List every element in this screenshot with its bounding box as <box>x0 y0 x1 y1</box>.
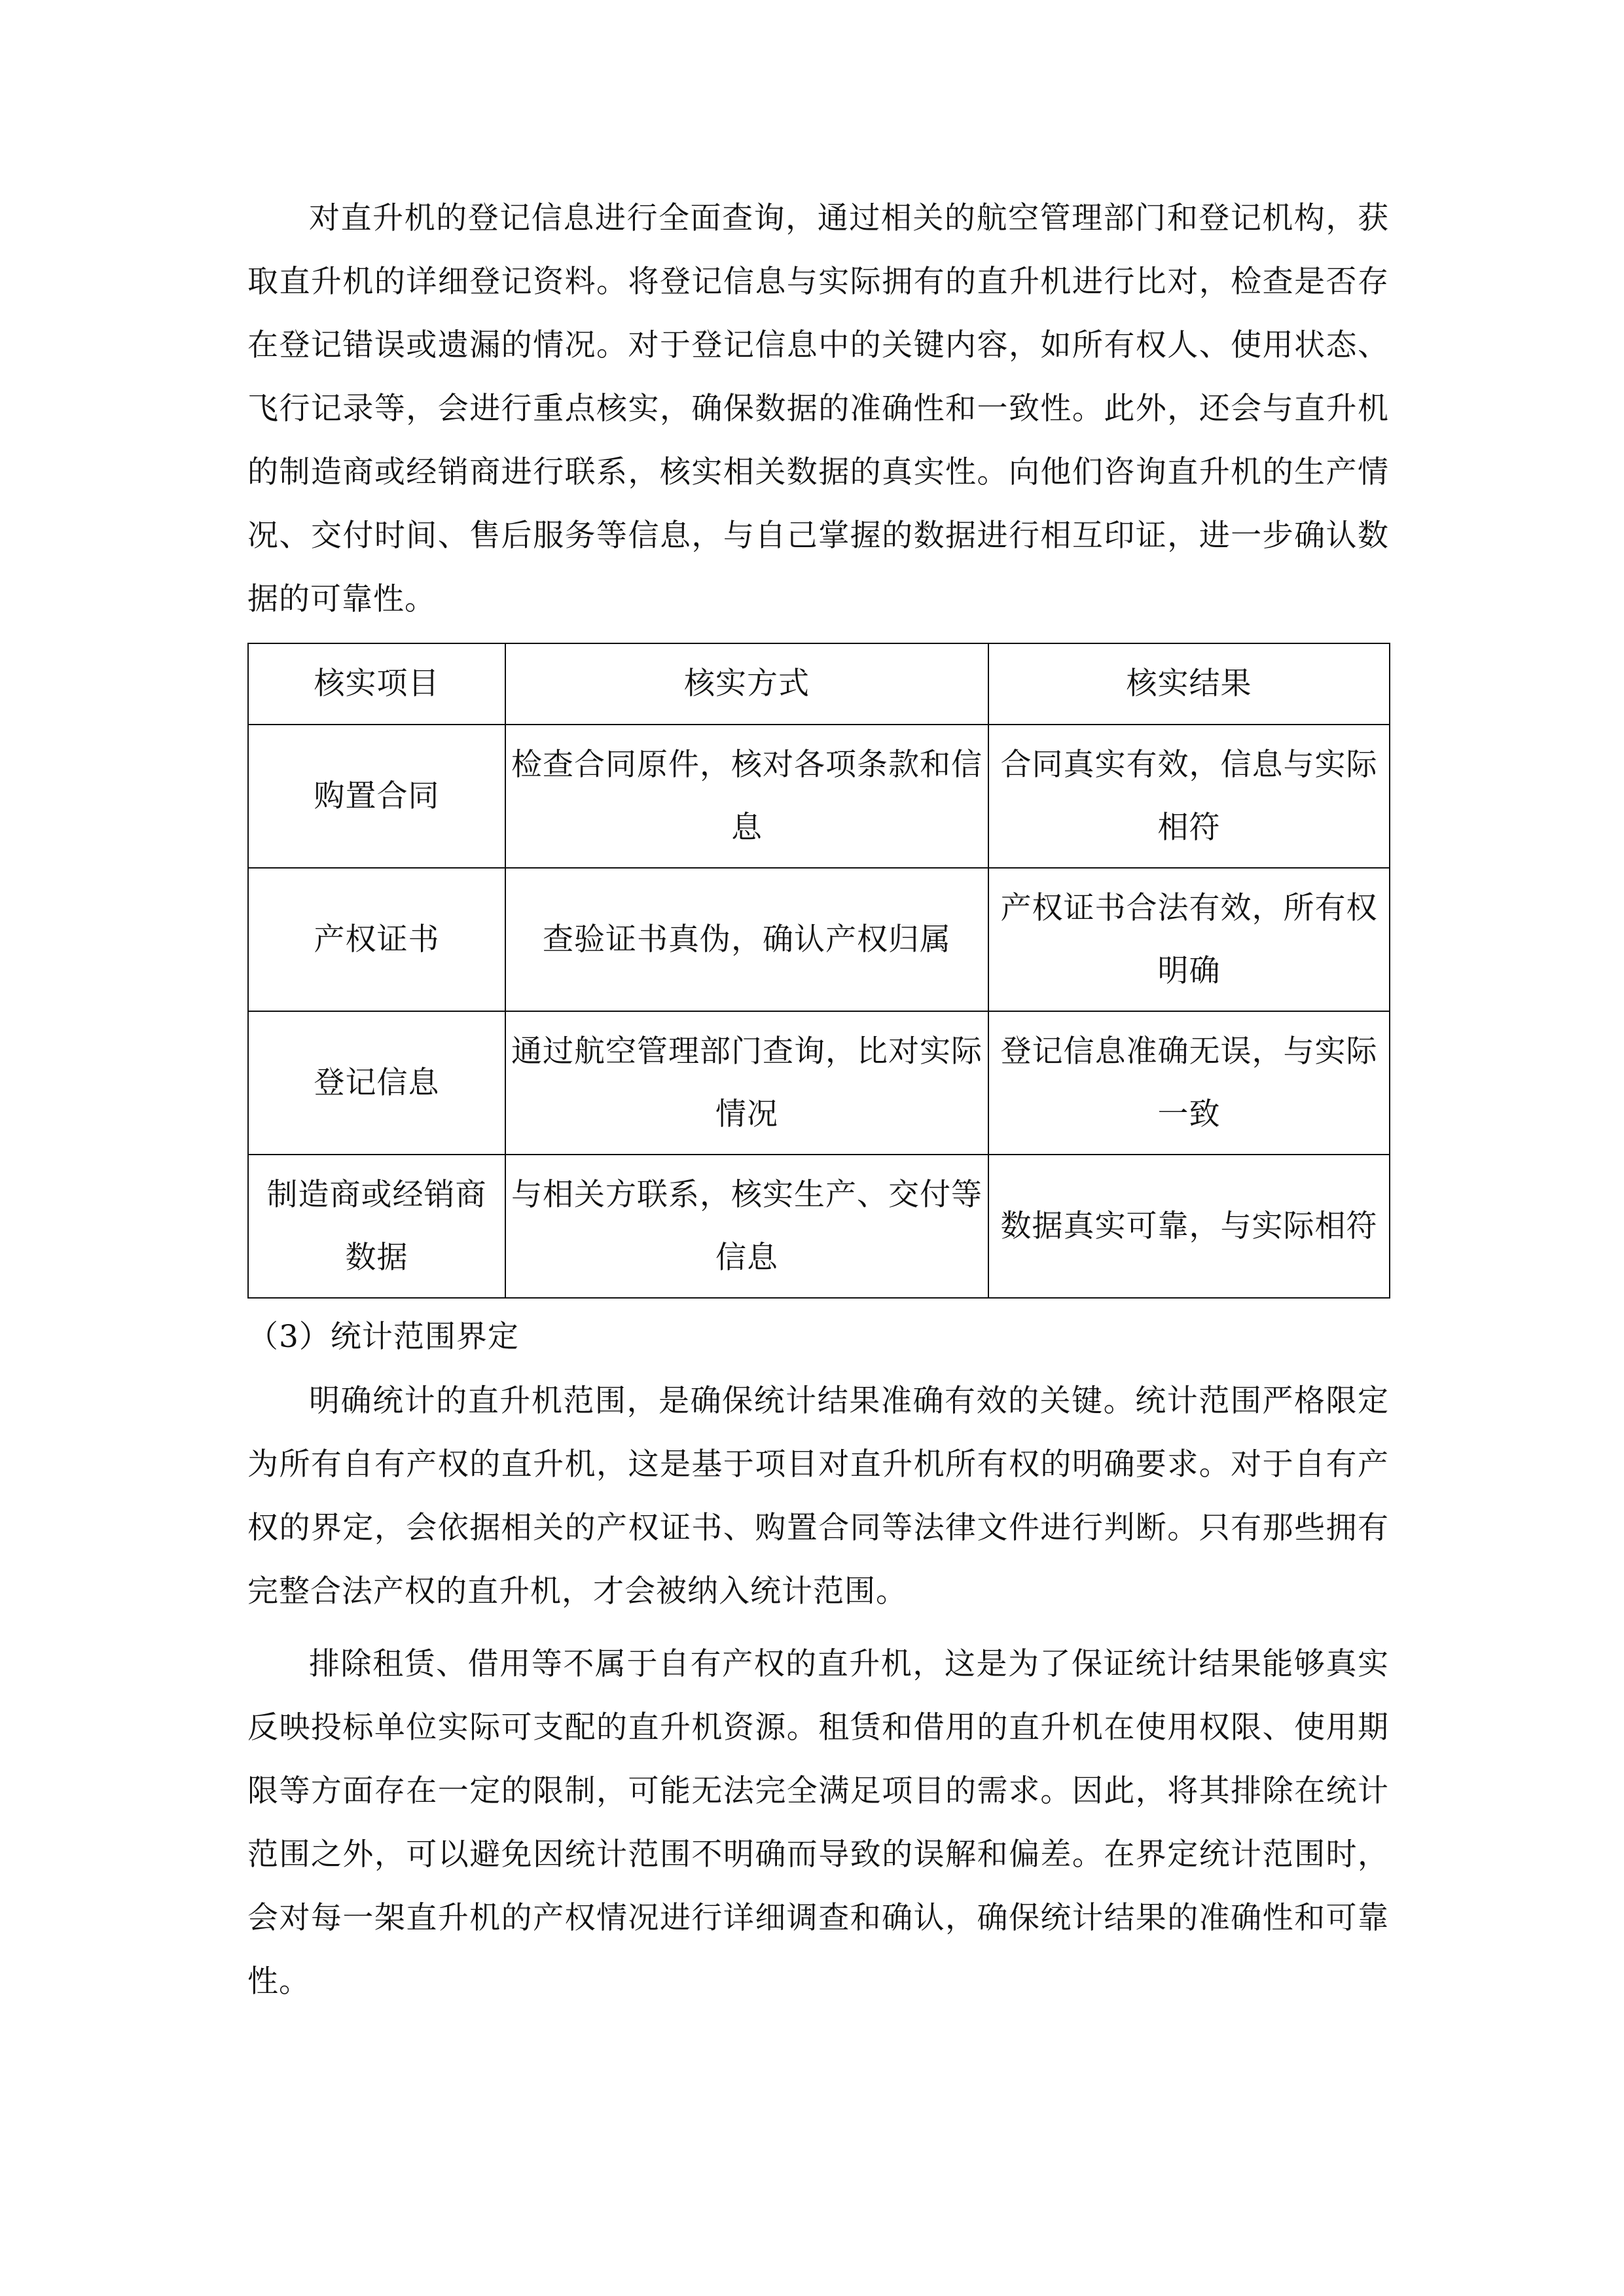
table-row <box>248 868 1390 1011</box>
table-cell-item: 产权证书 <box>248 868 505 1011</box>
table-cell-method: 通过航空管理部门查询，比对实际情况 <box>505 1011 988 1155</box>
table-cell-method: 与相关方联系，核实生产、交付等信息 <box>505 1155 988 1298</box>
table-header-row <box>248 643 1390 725</box>
table-cell-result: 产权证书合法有效，所有权明确 <box>988 868 1390 1011</box>
table-row <box>248 1155 1390 1298</box>
section-heading: （3）统计范围界定 <box>247 1319 519 1355</box>
table-header-cell: 核实结果 <box>988 643 1390 725</box>
table-cell-method: 查验证书真伪，确认产权归属 <box>505 868 988 1011</box>
table-cell-result: 数据真实可靠，与实际相符 <box>988 1155 1390 1298</box>
table-header-cell: 核实方式 <box>505 643 988 725</box>
table-row <box>248 1011 1390 1155</box>
table-header-cell: 核实项目 <box>248 643 505 725</box>
table-cell-item: 登记信息 <box>248 1011 505 1155</box>
body-paragraph: 对直升机的登记信息进行全面查询，通过相关的航空管理部门和登记机构，获取直升机的详细登记资料。将登记信息与实际拥有的直升机进行比对，检查是否存在登记错误或遗漏的情况。对于登记信息中的关键内容，如所有权人、使用状态、飞行记录等，会进行重点核实，确保数据的准确性和一致性。此外，还会与直升机的制造商或经销商进行联系，核实相关数据的真实性。向他们咨询直升机的生产情况、交付时间、售后服务等信息，与自己掌握的数据进行相互印证，进一步确认数据的可靠性。 <box>247 200 1389 617</box>
page-content <box>247 187 1389 2013</box>
body-paragraph: 明确统计的直升机范围，是确保统计结果准确有效的关键。统计范围严格限定为所有自有产权的直升机，这是基于项目对直升机所有权的明确要求。对于自有产权的界定，会依据相关的产权证书、购置合同等法律文件进行判断。只有那些拥有完整合法产权的直升机，才会被纳入统计范围。 <box>247 1383 1389 1609</box>
table-row <box>248 725 1390 868</box>
table-cell-method: 检查合同原件，核对各项条款和信息 <box>505 725 988 868</box>
table-cell-result: 登记信息准确无误，与实际一致 <box>988 1011 1390 1155</box>
table-cell-item: 购置合同 <box>248 725 505 868</box>
table-cell-result: 合同真实有效，信息与实际相符 <box>988 725 1390 868</box>
verification-table <box>247 643 1390 1299</box>
table-cell-item: 制造商或经销商数据 <box>248 1155 505 1298</box>
body-paragraph: 排除租赁、借用等不属于自有产权的直升机，这是为了保证统计结果能够真实反映投标单位实际可支配的直升机资源。租赁和借用的直升机在使用权限、使用期限等方面存在一定的限制，可能无法完全满足项目的需求。因此，将其排除在统计范围之外，可以避免因统计范围不明确而导致的误解和偏差。在界定统计范围时，会对每一架直升机的产权情况进行详细调查和确认，确保统计结果的准确性和可靠性。 <box>247 1646 1389 2000</box>
